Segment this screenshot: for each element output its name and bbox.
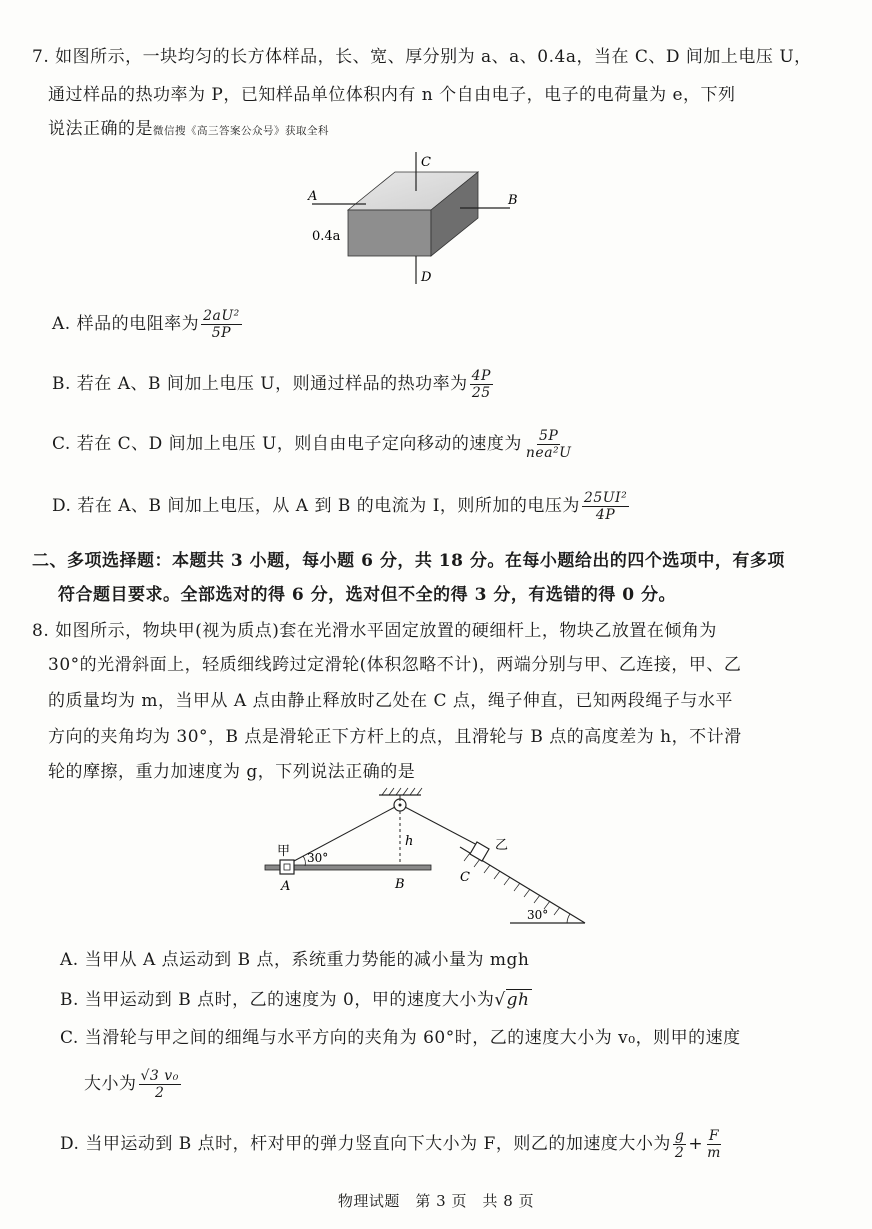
- label-angle-incline: 30°: [527, 908, 549, 922]
- q7-figure: [300, 148, 540, 288]
- q8-figure: [255, 785, 595, 930]
- q7-option-c: C. 若在 C、D 间加上电压 U，则自由电子定向移动的速度为 $\frac{5P}{\text{nea²U}}$: [52, 428, 572, 462]
- label-yi: 乙: [495, 838, 509, 853]
- label-c: C: [460, 870, 470, 885]
- block-jia: [280, 860, 294, 874]
- label-c: C: [421, 155, 431, 170]
- page-footer: 物理试题 第 3 页 共 8 页: [337, 1192, 535, 1210]
- block-yi: [470, 842, 489, 861]
- q8-line4: 方向的夹角均为 30°，B 点是滑轮正下方杆上的点，且滑轮与 B 点的高度差为 h，不计滑: [48, 727, 742, 747]
- formula-d8-a: $\frac{g}{2}$: [674, 1128, 685, 1162]
- label-angle-rope: 30°: [307, 851, 329, 865]
- block-front-face: [348, 210, 431, 256]
- q8-option-c-line1: C. 当滑轮与甲之间的细绳与水平方向的夹角为 60°时，乙的速度大小为 v₀，则甲的速度: [60, 1028, 741, 1048]
- label-b: B: [508, 193, 518, 208]
- formula-d8-b: $\frac{F}{m}$: [707, 1128, 721, 1162]
- formula-b: $\frac{4P}{25}$: [471, 368, 491, 402]
- label-a: A: [281, 879, 291, 894]
- label-jia: 甲: [277, 844, 291, 859]
- section2-line2: 符合题目要求。全部选对的得 6 分，选对但不全的得 3 分，有选错的得 0 分。: [58, 585, 676, 605]
- q7-line2: 通过样品的热功率为 P，已知样品单位体积内有 n 个自由电子，电子的电荷量为 e，下列: [48, 85, 736, 105]
- q8-line3: 的质量均为 m，当甲从 A 点由静止释放时乙处在 C 点，绳子伸直，已知两段绳子与水平: [48, 691, 733, 711]
- q8-option-c-line2: 大小为 $\frac{\text{√3 v₀}}{2}$: [84, 1068, 179, 1102]
- formula-d: $\frac{\text{25UI²}}{4P}$: [583, 490, 628, 524]
- section2-line1: 二、多项选择题：本题共 3 小题，每小题 6 分，共 18 分。在每小题给出的四个选项中，有多项: [32, 551, 785, 571]
- label-d: D: [421, 270, 432, 285]
- q7-option-d: D. 若在 A、B 间加上电压，从 A 到 B 的电流为 I，则所加的电压为 $\frac{\text{25UI²}}{4P}$: [52, 490, 628, 524]
- q7-line1: 7. 如图所示，一块均匀的长方体样品，长、宽、厚分别为 a、a、0.4a，当在 C、D 间加上电压 U，: [32, 47, 812, 67]
- label-h: h: [405, 834, 414, 849]
- q8-option-d: D. 当甲运动到 B 点时，杆对甲的弹力竖直向下大小为 F，则乙的加速度大小为 $\frac{g}{2}$ + $\frac{F}{m}$: [60, 1128, 721, 1162]
- q7-line3: 说法正确的是微信搜《高三答案公众号》获取全科: [48, 119, 329, 139]
- q7-option-a: A. 样品的电阻率为 $\frac{\text{2aU²}}{5P}$: [52, 308, 240, 342]
- watermark: 微信搜《高三答案公众号》获取全科: [153, 125, 329, 137]
- formula-c: $\frac{5P}{\text{nea²U}}$: [525, 428, 572, 462]
- q8-option-a: A. 当甲从 A 点运动到 B 点，系统重力势能的减小量为 mgh: [60, 950, 530, 970]
- label-a: A: [308, 189, 318, 204]
- q7-option-b: B. 若在 A、B 间加上电压 U，则通过样品的热功率为 $\frac{4P}{25}$: [52, 368, 491, 402]
- formula-c8: $\frac{\text{√3 v₀}}{2}$: [140, 1068, 179, 1102]
- label-thickness: 0.4a: [312, 229, 341, 244]
- rope-right: [405, 807, 481, 847]
- formula-a: $\frac{\text{2aU²}}{5P}$: [203, 308, 240, 342]
- label-b: B: [395, 877, 405, 892]
- q8-line1: 8. 如图所示，物块甲(视为质点)套在光滑水平固定放置的硬细杆上，物块乙放置在倾角为: [32, 621, 717, 641]
- q8-line2: 30°的光滑斜面上，轻质细线跨过定滑轮(体积忽略不计)，两端分别与甲、乙连接，甲、乙: [48, 655, 742, 675]
- q8-line5: 轮的摩擦，重力加速度为 g，下列说法正确的是: [48, 762, 416, 782]
- q8-option-b: B. 当甲运动到 B 点时，乙的速度为 0，甲的速度大小为√gh: [60, 990, 530, 1010]
- sqrt-gh: √gh: [494, 990, 530, 1010]
